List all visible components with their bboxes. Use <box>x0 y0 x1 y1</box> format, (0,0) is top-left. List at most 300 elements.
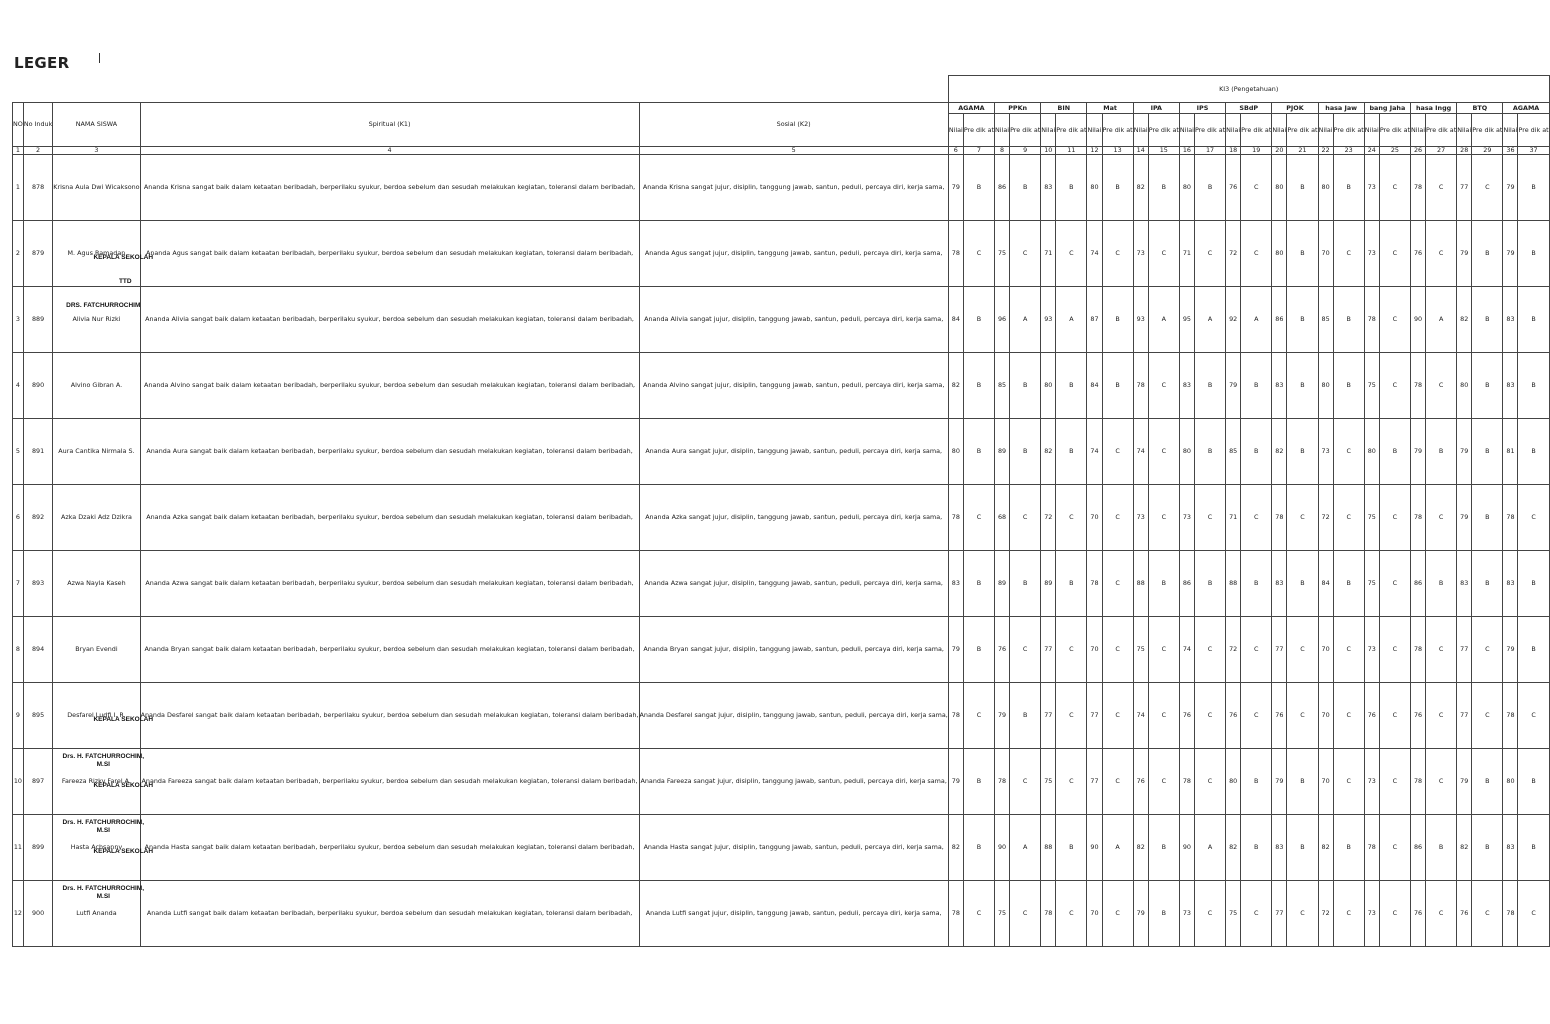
predikat-value: C <box>1010 485 1041 551</box>
student-name-text: Fareeza Rizky Farel A. <box>61 777 131 785</box>
nilai-value: 88 <box>1041 815 1056 881</box>
nilai-value: 80 <box>1272 155 1287 221</box>
predikat-value: C <box>1148 353 1179 419</box>
nilai-value: 78 <box>1411 617 1426 683</box>
column-index: 29 <box>1472 147 1503 155</box>
student-no-induk: 900 <box>23 881 52 947</box>
nilai-value: 81 <box>1503 419 1518 485</box>
predikat-value: C <box>1010 617 1041 683</box>
predikat-value: B <box>963 617 994 683</box>
nilai-value: 83 <box>1179 353 1194 419</box>
nilai-value: 79 <box>1503 617 1518 683</box>
spiritual-description: Ananda Aura sangat baik dalam ketaatan beribadah, berperilaku syukur, berdoa sebelum dan sesudah melakukan kegiatan, toleransi dalam beribadah, <box>140 419 639 485</box>
subject-header: BIN <box>1041 103 1087 114</box>
nilai-value: 78 <box>948 221 963 287</box>
student-name-text: Azka Dzaki Adz Dzikra <box>60 513 132 521</box>
spiritual-description: Ananda Bryan sangat baik dalam ketaatan beribadah, berperilaku syukur, berdoa sebelum dan sesudah melakukan kegiatan, toleransi dalam beribadah, <box>140 617 639 683</box>
predikat-value: C <box>1379 221 1410 287</box>
predikat-value: C <box>1379 155 1410 221</box>
predikat-value: B <box>1287 221 1318 287</box>
column-index: 16 <box>1179 147 1194 155</box>
predikat-value: C <box>1010 221 1041 287</box>
student-no: 7 <box>13 551 24 617</box>
column-index: 26 <box>1411 147 1426 155</box>
spiritual-description: Ananda Alivia sangat baik dalam ketaatan beribadah, berperilaku syukur, berdoa sebelum dan sesudah melakukan kegiatan, toleransi dalam beribadah, <box>140 287 639 353</box>
column-index: 9 <box>1010 147 1041 155</box>
nilai-header: Nilai <box>948 114 963 147</box>
predikat-value: C <box>1518 683 1549 749</box>
nilai-value: 82 <box>948 815 963 881</box>
nilai-value: 78 <box>1503 485 1518 551</box>
nilai-value: 72 <box>1226 617 1241 683</box>
predikat-value: B <box>1333 155 1364 221</box>
nilai-header: Nilai <box>1087 114 1102 147</box>
sosial-description: Ananda Azka sangat jujur, disiplin, tanggung jawab, santun, peduli, percaya diri, kerja sama, <box>639 485 948 551</box>
predikat-value: B <box>1518 353 1549 419</box>
predikat-value: B <box>1287 287 1318 353</box>
predikat-value: B <box>1518 287 1549 353</box>
student-name-text: Krisna Aula Dwi Wicaksono <box>53 183 140 191</box>
predikat-value: B <box>1472 353 1503 419</box>
student-row <box>13 617 1550 683</box>
column-index: 14 <box>1133 147 1148 155</box>
nilai-value: 73 <box>1364 221 1379 287</box>
predikat-value: C <box>1241 221 1272 287</box>
predikat-value: C <box>1379 617 1410 683</box>
subject-header: SBdP <box>1226 103 1272 114</box>
stamp-signer: Drs. H. FATCHURROCHIM, M.SI <box>62 753 145 768</box>
predikat-value: C <box>1426 485 1457 551</box>
predikat-value: B <box>963 419 994 485</box>
predikat-value: A <box>1148 287 1179 353</box>
predikat-value: B <box>1472 749 1503 815</box>
predikat-value: C <box>1472 155 1503 221</box>
predikat-value: B <box>1472 287 1503 353</box>
predikat-value: B <box>1333 353 1364 419</box>
predikat-value: A <box>1194 287 1225 353</box>
nilai-value: 82 <box>1133 155 1148 221</box>
nilai-value: 89 <box>995 551 1010 617</box>
student-no-induk: 892 <box>23 485 52 551</box>
predikat-value: C <box>1102 485 1133 551</box>
predikat-value: C <box>1333 683 1364 749</box>
sosial-description: Ananda Aura sangat jujur, disiplin, tanggung jawab, santun, peduli, percaya diri, kerja sama, <box>639 419 948 485</box>
nilai-value: 78 <box>1503 683 1518 749</box>
predikat-value: C <box>1056 749 1087 815</box>
column-index: 4 <box>140 147 639 155</box>
spiritual-description: Ananda Azka sangat baik dalam ketaatan beribadah, berperilaku syukur, berdoa sebelum dan sesudah melakukan kegiatan, toleransi dalam beribadah, <box>140 485 639 551</box>
predikat-value: C <box>1194 221 1225 287</box>
predikat-value: C <box>1194 485 1225 551</box>
predikat-value: B <box>1379 419 1410 485</box>
student-row <box>13 683 1550 749</box>
predikat-value: B <box>1056 353 1087 419</box>
nilai-value: 92 <box>1226 287 1241 353</box>
predikat-value: C <box>1056 617 1087 683</box>
nilai-value: 76 <box>1133 749 1148 815</box>
nilai-value: 79 <box>995 683 1010 749</box>
predikat-value: C <box>1102 617 1133 683</box>
nilai-value: 82 <box>1457 287 1472 353</box>
nilai-value: 78 <box>1087 551 1102 617</box>
predikat-value: C <box>1379 881 1410 947</box>
student-name <box>53 617 140 683</box>
nilai-value: 79 <box>1133 881 1148 947</box>
nilai-value: 82 <box>1272 419 1287 485</box>
column-index: 3 <box>53 147 140 155</box>
nilai-value: 79 <box>1457 485 1472 551</box>
nilai-value: 77 <box>1457 617 1472 683</box>
nilai-value: 73 <box>1364 749 1379 815</box>
nilai-value: 80 <box>948 419 963 485</box>
nilai-value: 72 <box>1041 485 1056 551</box>
sosial-description: Ananda Fareeza sangat jujur, disiplin, tanggung jawab, santun, peduli, percaya diri, kerja sama, <box>639 749 948 815</box>
predikat-value: C <box>1056 683 1087 749</box>
predikat-header: Pre dik at <box>1426 114 1457 147</box>
nilai-value: 77 <box>1041 683 1056 749</box>
subject-header: Mat <box>1087 103 1133 114</box>
nilai-value: 73 <box>1179 485 1194 551</box>
nilai-value: 74 <box>1087 419 1102 485</box>
nilai-value: 80 <box>1226 749 1241 815</box>
nilai-value: 80 <box>1272 221 1287 287</box>
column-index: 15 <box>1148 147 1179 155</box>
predikat-value: C <box>1379 551 1410 617</box>
ki3-group-header: KI3 (Pengetahuan) <box>948 76 1549 103</box>
sosial-description: Ananda Alvino sangat jujur, disiplin, tanggung jawab, santun, peduli, percaya diri, kerja sama, <box>639 353 948 419</box>
student-name <box>53 353 140 419</box>
predikat-value: B <box>1056 155 1087 221</box>
nilai-value: 77 <box>1457 155 1472 221</box>
nilai-value: 74 <box>1133 683 1148 749</box>
predikat-value: C <box>1010 881 1041 947</box>
nilai-value: 83 <box>1503 815 1518 881</box>
predikat-value: C <box>1287 881 1318 947</box>
predikat-value: C <box>1148 617 1179 683</box>
col-header-sosial: Sosial (K2) <box>639 103 948 147</box>
predikat-value: C <box>1241 683 1272 749</box>
predikat-value: B <box>1287 155 1318 221</box>
predikat-value: B <box>1287 749 1318 815</box>
nilai-value: 75 <box>1041 749 1056 815</box>
predikat-value: B <box>1241 551 1272 617</box>
nilai-value: 76 <box>1411 683 1426 749</box>
column-index: 10 <box>1041 147 1056 155</box>
predikat-value: C <box>1379 287 1410 353</box>
predikat-value: B <box>1102 287 1133 353</box>
predikat-value: B <box>963 287 994 353</box>
nilai-value: 78 <box>948 683 963 749</box>
column-index: 18 <box>1226 147 1241 155</box>
column-index: 2 <box>23 147 52 155</box>
nilai-value: 86 <box>1272 287 1287 353</box>
predikat-value: B <box>1287 815 1318 881</box>
predikat-value: C <box>1426 221 1457 287</box>
predikat-value: B <box>1194 353 1225 419</box>
predikat-value: C <box>1518 881 1549 947</box>
subject-header: BTQ <box>1457 103 1503 114</box>
student-row <box>13 881 1550 947</box>
nilai-value: 75 <box>1133 617 1148 683</box>
predikat-value: A <box>1426 287 1457 353</box>
predikat-value: B <box>1472 221 1503 287</box>
predikat-value: B <box>963 551 994 617</box>
nilai-value: 86 <box>1179 551 1194 617</box>
spiritual-description: Ananda Krisna sangat baik dalam ketaatan beribadah, berperilaku syukur, berdoa sebelum dan sesudah melakukan kegiatan, toleransi dalam beribadah, <box>140 155 639 221</box>
student-row <box>13 287 1550 353</box>
nilai-value: 83 <box>1272 353 1287 419</box>
nilai-header: Nilai <box>1503 114 1518 147</box>
predikat-value: A <box>1010 287 1041 353</box>
nilai-value: 75 <box>1226 881 1241 947</box>
student-no: 4 <box>13 353 24 419</box>
stamp-ttd: TTD <box>118 278 132 285</box>
nilai-value: 93 <box>1041 287 1056 353</box>
stamp-title: KEPALA SEKOLAH <box>93 254 154 261</box>
nilai-value: 73 <box>1318 419 1333 485</box>
predikat-value: B <box>1148 881 1179 947</box>
student-no: 1 <box>13 155 24 221</box>
nilai-value: 82 <box>1226 815 1241 881</box>
student-row <box>13 551 1550 617</box>
nilai-value: 80 <box>1457 353 1472 419</box>
column-index: 25 <box>1379 147 1410 155</box>
predikat-value: C <box>963 221 994 287</box>
nilai-value: 70 <box>1318 749 1333 815</box>
nilai-value: 82 <box>1041 419 1056 485</box>
predikat-value: C <box>1010 749 1041 815</box>
student-no: 6 <box>13 485 24 551</box>
nilai-header: Nilai <box>1226 114 1241 147</box>
subject-header: AGAMA <box>948 103 994 114</box>
predikat-value: C <box>1102 221 1133 287</box>
nilai-value: 83 <box>948 551 963 617</box>
predikat-value: B <box>1148 155 1179 221</box>
nilai-header: Nilai <box>1411 114 1426 147</box>
student-no: 3 <box>13 287 24 353</box>
student-name-text: Lutfi Ananda <box>76 909 117 917</box>
predikat-value: B <box>963 815 994 881</box>
predikat-value: B <box>1426 419 1457 485</box>
nilai-value: 73 <box>1364 881 1379 947</box>
student-no-induk: 894 <box>23 617 52 683</box>
predikat-header: Pre dik at <box>1379 114 1410 147</box>
predikat-header: Pre dik at <box>1194 114 1225 147</box>
nilai-value: 83 <box>1457 551 1472 617</box>
column-index: 8 <box>995 147 1010 155</box>
column-index: 5 <box>639 147 948 155</box>
student-name-text: M. Agus Ramadan <box>67 249 126 257</box>
col-header-spiritual: Spiritual (K1) <box>140 103 639 147</box>
predikat-header: Pre dik at <box>1472 114 1503 147</box>
spiritual-description: Ananda Azwa sangat baik dalam ketaatan beribadah, berperilaku syukur, berdoa sebelum dan sesudah melakukan kegiatan, toleransi dalam beribadah, <box>140 551 639 617</box>
nilai-value: 79 <box>948 749 963 815</box>
predikat-header: Pre dik at <box>1287 114 1318 147</box>
student-name <box>53 551 140 617</box>
predikat-value: C <box>1056 881 1087 947</box>
student-no: 5 <box>13 419 24 485</box>
predikat-value: C <box>1148 221 1179 287</box>
student-name-text: Desfarel Ludfi I. R. <box>67 711 126 719</box>
predikat-value: C <box>1287 683 1318 749</box>
student-no-induk: 895 <box>23 683 52 749</box>
student-no-induk: 897 <box>23 749 52 815</box>
nilai-value: 70 <box>1318 617 1333 683</box>
predikat-value: C <box>1148 749 1179 815</box>
nilai-header: Nilai <box>1318 114 1333 147</box>
nilai-value: 95 <box>1179 287 1194 353</box>
predikat-value: B <box>1010 419 1041 485</box>
predikat-value: C <box>1426 353 1457 419</box>
nilai-value: 85 <box>1226 419 1241 485</box>
predikat-value: C <box>1194 683 1225 749</box>
predikat-value: B <box>1102 155 1133 221</box>
nilai-value: 80 <box>1318 353 1333 419</box>
predikat-value: B <box>1472 419 1503 485</box>
predikat-value: B <box>1241 353 1272 419</box>
predikat-value: B <box>1102 353 1133 419</box>
nilai-value: 72 <box>1318 881 1333 947</box>
nilai-value: 84 <box>1087 353 1102 419</box>
nilai-value: 76 <box>995 617 1010 683</box>
sosial-description: Ananda Agus sangat jujur, disiplin, tanggung jawab, santun, peduli, percaya diri, kerja sama, <box>639 221 948 287</box>
col-header-no: NO <box>13 103 24 147</box>
predikat-value: C <box>1148 485 1179 551</box>
nilai-value: 85 <box>1318 287 1333 353</box>
subject-header: IPS <box>1179 103 1225 114</box>
predikat-value: A <box>1010 815 1041 881</box>
nilai-header: Nilai <box>1041 114 1056 147</box>
student-no: 12 <box>13 881 24 947</box>
predikat-value: C <box>1056 485 1087 551</box>
predikat-value: B <box>963 155 994 221</box>
predikat-value: B <box>1148 815 1179 881</box>
predikat-value: B <box>1518 419 1549 485</box>
spiritual-description: Ananda Desfarel sangat baik dalam ketaatan beribadah, berperilaku syukur, berdoa sebelum dan sesudah melakukan kegiatan, toleransi dalam beribadah, <box>140 683 639 749</box>
nilai-value: 79 <box>948 617 963 683</box>
nilai-header: Nilai <box>1272 114 1287 147</box>
predikat-value: B <box>1010 155 1041 221</box>
nilai-header: Nilai <box>1133 114 1148 147</box>
nilai-value: 75 <box>995 221 1010 287</box>
predikat-value: C <box>1333 419 1364 485</box>
student-name <box>53 485 140 551</box>
predikat-value: C <box>1333 485 1364 551</box>
predikat-value: B <box>1287 353 1318 419</box>
nilai-value: 74 <box>1133 419 1148 485</box>
student-no: 2 <box>13 221 24 287</box>
spiritual-description: Ananda Fareeza sangat baik dalam ketaatan beribadah, berperilaku syukur, berdoa sebelum dan sesudah melakukan kegiatan, toleransi dalam beribadah, <box>140 749 639 815</box>
predikat-value: C <box>1333 617 1364 683</box>
nilai-value: 73 <box>1133 485 1148 551</box>
predikat-value: C <box>1333 221 1364 287</box>
predikat-value: B <box>1056 551 1087 617</box>
predikat-value: C <box>1102 551 1133 617</box>
nilai-value: 78 <box>1411 485 1426 551</box>
subject-header: hasa Ingg <box>1411 103 1457 114</box>
nilai-value: 80 <box>1179 419 1194 485</box>
nilai-value: 79 <box>1503 155 1518 221</box>
nilai-value: 83 <box>1503 353 1518 419</box>
predikat-value: C <box>1102 749 1133 815</box>
nilai-value: 77 <box>1041 617 1056 683</box>
nilai-value: 82 <box>948 353 963 419</box>
nilai-value: 78 <box>1411 155 1426 221</box>
nilai-value: 76 <box>1179 683 1194 749</box>
col-header-nama-siswa: NAMA SISWA <box>53 103 140 147</box>
predikat-value: C <box>1379 683 1410 749</box>
nilai-value: 79 <box>1272 749 1287 815</box>
predikat-value: B <box>1056 815 1087 881</box>
predikat-value: C <box>1333 749 1364 815</box>
nilai-value: 82 <box>1133 815 1148 881</box>
nilai-value: 83 <box>1041 155 1056 221</box>
predikat-value: B <box>1194 155 1225 221</box>
predikat-value: A <box>1056 287 1087 353</box>
nilai-value: 88 <box>1226 551 1241 617</box>
subject-header: PPKn <box>995 103 1041 114</box>
nilai-value: 76 <box>1364 683 1379 749</box>
column-index: 24 <box>1364 147 1379 155</box>
nilai-value: 74 <box>1087 221 1102 287</box>
predikat-value: C <box>1287 485 1318 551</box>
nilai-header: Nilai <box>1364 114 1379 147</box>
student-row <box>13 485 1550 551</box>
student-row <box>13 221 1550 287</box>
nilai-value: 90 <box>1179 815 1194 881</box>
predikat-value: C <box>1333 881 1364 947</box>
nilai-value: 80 <box>1503 749 1518 815</box>
column-index: 20 <box>1272 147 1287 155</box>
nilai-value: 90 <box>1087 815 1102 881</box>
predikat-value: A <box>1194 815 1225 881</box>
nilai-value: 79 <box>1226 353 1241 419</box>
nilai-value: 83 <box>1272 815 1287 881</box>
predikat-value: A <box>1102 815 1133 881</box>
predikat-value: C <box>963 881 994 947</box>
student-no-induk: 878 <box>23 155 52 221</box>
student-no: 11 <box>13 815 24 881</box>
nilai-header: Nilai <box>1457 114 1472 147</box>
predikat-value: C <box>1102 683 1133 749</box>
predikat-value: C <box>1241 485 1272 551</box>
student-name <box>53 254 154 353</box>
student-row <box>13 155 1550 221</box>
predikat-header: Pre dik at <box>1102 114 1133 147</box>
predikat-value: B <box>1333 287 1364 353</box>
column-index: 23 <box>1333 147 1364 155</box>
nilai-value: 73 <box>1364 617 1379 683</box>
predikat-value: B <box>1518 551 1549 617</box>
student-name <box>53 419 140 485</box>
col-header-no-induk: No Induk <box>23 103 52 147</box>
predikat-value: B <box>1148 551 1179 617</box>
spiritual-description: Ananda Alvino sangat baik dalam ketaatan beribadah, berperilaku syukur, berdoa sebelum dan sesudah melakukan kegiatan, toleransi dalam beribadah, <box>140 353 639 419</box>
nilai-value: 68 <box>995 485 1010 551</box>
nilai-value: 78 <box>1503 881 1518 947</box>
sosial-description: Ananda Desfarel sangat jujur, disiplin, tanggung jawab, santun, peduli, percaya diri, kerja sama, <box>639 683 948 749</box>
nilai-value: 83 <box>1272 551 1287 617</box>
column-index: 13 <box>1102 147 1133 155</box>
column-index: 37 <box>1518 147 1549 155</box>
nilai-value: 90 <box>1411 287 1426 353</box>
nilai-value: 87 <box>1087 287 1102 353</box>
column-index: 6 <box>948 147 963 155</box>
sosial-description: Ananda Alivia sangat jujur, disiplin, tanggung jawab, santun, peduli, percaya diri, kerja sama, <box>639 287 948 353</box>
nilai-value: 78 <box>948 881 963 947</box>
student-no-induk: 879 <box>23 221 52 287</box>
column-index: 28 <box>1457 147 1472 155</box>
